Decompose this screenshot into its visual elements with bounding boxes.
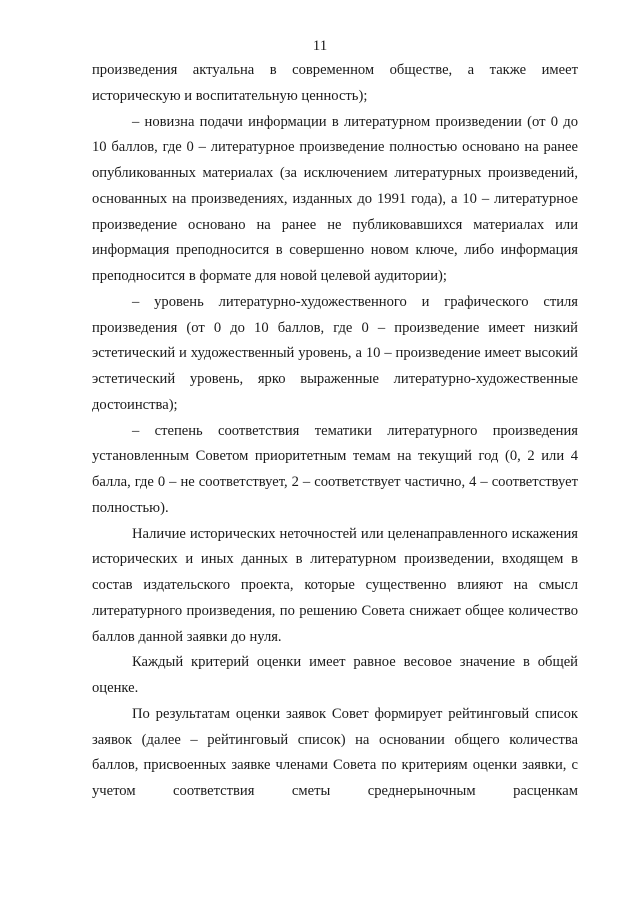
paragraph-rating-list: По результатам оценки заявок Совет формирует рейтинговый список заявок (далее – рейтинговый список) на основании общего количества баллов, присвоенных заявке членами Совета по критериям оценки заявки, с учетом соответствия сметы среднерыночным расценкам [92,705,578,799]
criterion-style-level: – уровень литературно-художественного и графического стиля произведения (от 0 до 10 баллов, где 0 – произведение имеет низкий эстетический и художественный уровень, а 10 – произведение имеет высокий эстетический уровень, ярко выраженные литературно-художественные достоинства); [92,293,578,413]
paragraph-historical-inaccuracies: Наличие исторических неточностей или целенаправленного искажения исторических и иных данных в литературном произведении, входящем в состав издательского проекта, которые существенно влияют на смысл литературного произведения, по решению Совета снижает общее количество баллов данной заявки до нуля. [92,525,578,645]
paragraph-continuation: произведения актуальна в современном обществе, а также имеет историческую и воспитательную ценность); [92,62,578,104]
page-number: 11 [312,38,328,54]
criterion-theme-compliance: – степень соответствия тематики литературного произведения установленным Советом приоритетным темам на текущий год (0, 2 или 4 балла, где 0 – не соответствует, 2 – соответствует частично, 4 – соответствует полностью). [92,422,578,516]
criterion-novelty: – новизна подачи информации в литературном произведении (от 0 до 10 баллов, где 0 – литературное произведение полностью основано на ранее опубликованных материалах (за исключением литературных произведений, основанных на произведениях, изданных до 1991 года), а 10 – литературное произведение основано на ранее не публиковавшихся материалах или информация преподносится в совершенно новом ключе, либо информация преподносится в формате для новой целевой аудитории); [92,113,578,284]
body-text [92,58,578,805]
paragraph-equal-weight: Каждый критерий оценки имеет равное весовое значение в общей оценке. [92,654,578,696]
